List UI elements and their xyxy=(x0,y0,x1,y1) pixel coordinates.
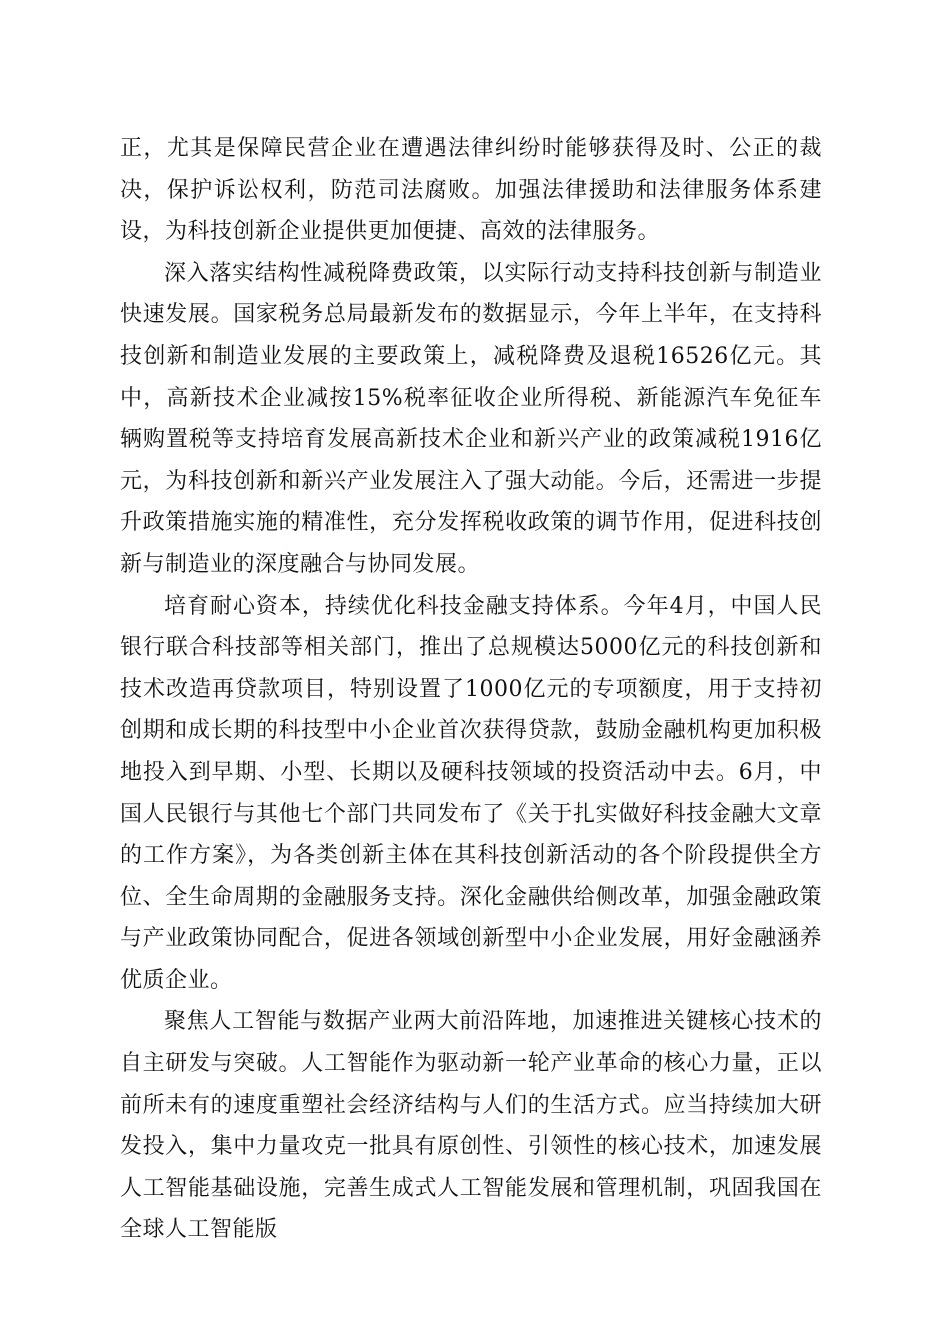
paragraph-patient-capital: 培育耐心资本，持续优化科技金融支持体系。今年4月，中国人民银行联合科技部等相关部门，推出了总规模达5000亿元的科技创新和技术改造再贷款项目，特别设置了1000亿元的专项额度，用于支持初创期和成长期的科技型中小企业首次获得贷款，鼓励金融机构更加积极地投入到早期、小型、长期以及硬科技领域的投资活动中去。6月，中国人民银行与其他七个部门共同发布了《关于扎实做好科技金融大文章的工作方案》，为各类创新主体在其科技创新活动的各个阶段提供全方位、全生命周期的金融服务支持。深化金融供给侧改革，加强金融政策与产业政策协同配合，促进各领域创新型中小企业发展，用好金融涵养优质企业。 xyxy=(120,593,822,993)
paragraph-continuation: 正，尤其是保障民营企业在遭遇法律纠纷时能够获得及时、公正的裁决，保护诉讼权利，防范司法腐败。加强法律援助和法律服务体系建设，为科技创新企业提供更加便捷、高效的法律服务。 xyxy=(120,136,822,245)
paragraph-tax-policy: 深入落实结构性减税降费政策，以实际行动支持科技创新与制造业快速发展。国家税务总局最新发布的数据显示，今年上半年，在支持科技创新和制造业发展的主要政策上，减税降费及退税16526亿元。其中，高新技术企业减按15%税率征收企业所得税、新能源汽车免征车辆购置税等支持培育发展高新技术企业和新兴产业的政策减税1916亿元，为科技创新和新兴产业发展注入了强大动能。今后，还需进一步提升政策措施实施的精准性，充分发挥税收政策的调节作用，促进科技创新与制造业的深度融合与协同发展。 xyxy=(120,260,822,577)
paragraph-ai-data-industry: 聚焦人工智能与数据产业两大前沿阵地，加速推进关键核心技术的自主研发与突破。人工智能作为驱动新一轮产业革命的核心力量，正以前所未有的速度重塑社会经济结构与人们的生活方式。应当持续加大研发投入，集中力量攻克一批具有原创性、引领性的核心技术，加速发展人工智能基础设施，完善生成式人工智能发展和管理机制，巩固我国在全球人工智能版 xyxy=(120,1009,822,1243)
document-body xyxy=(120,128,822,1251)
